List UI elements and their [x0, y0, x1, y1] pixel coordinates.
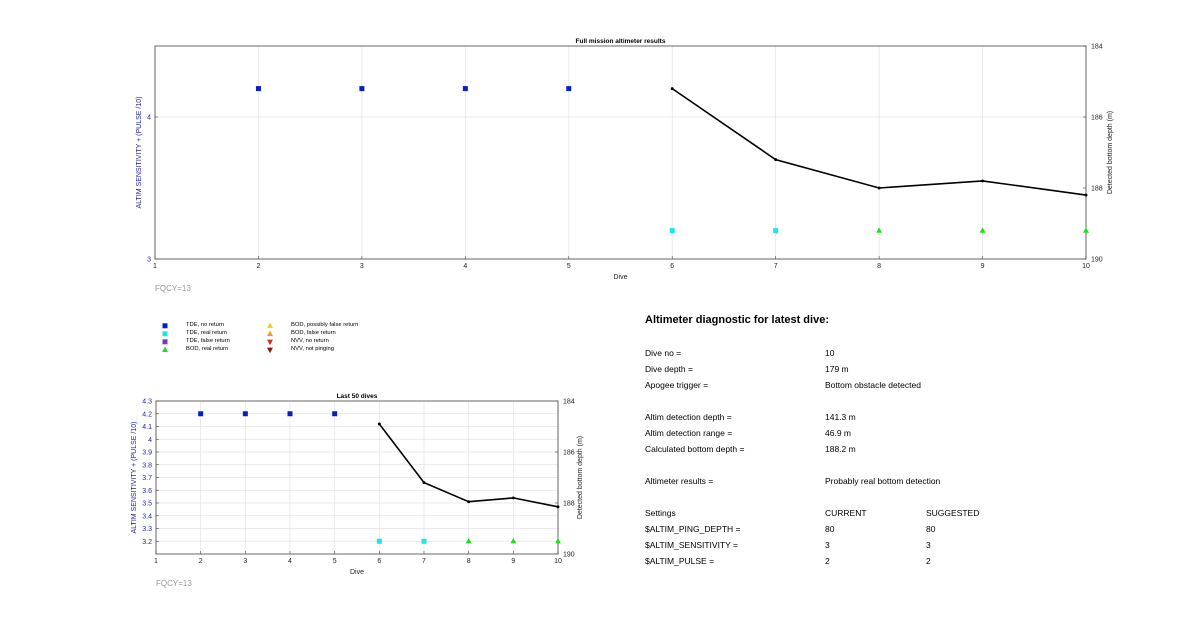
y-right-axis-label: Detected bottom depth (m) [1107, 110, 1114, 195]
ping-depth-current: 80 [825, 524, 835, 534]
bod-real-return-marker [466, 538, 472, 544]
plot-frame [155, 46, 1086, 259]
fqcy-note: FQCY=13 [155, 284, 191, 293]
square-legend-icon [163, 339, 168, 344]
bottom-depth-point [467, 500, 470, 503]
square-legend-icon [163, 323, 168, 328]
bottom-depth-point [671, 87, 674, 90]
detection-depth-label: Altim detection depth = [645, 412, 732, 422]
y-right-tick-label: 186 [563, 449, 575, 457]
x-tick-label: 2 [198, 558, 203, 565]
y-right-tick-label: 184 [1091, 43, 1103, 51]
x-tick-label: 6 [377, 558, 382, 565]
apogee-value: Bottom obstacle detected [825, 380, 921, 390]
tde-no-return-marker [332, 411, 337, 416]
bottom-depth-point [512, 496, 515, 499]
calculated-depth-row [645, 444, 1165, 460]
bottom-depth-point [423, 481, 426, 484]
tde-no-return-marker [566, 86, 571, 91]
bod-real-return-marker [1083, 227, 1089, 233]
x-tick-label: 1 [153, 263, 157, 270]
x-tick-label: 9 [980, 263, 985, 270]
settings-label: Settings [645, 508, 676, 518]
y-left-axis-label: ALTIM SENSITIVITY + (PULSE /10) [131, 421, 138, 534]
tde-no-return-marker [198, 411, 203, 416]
diagnostic-title: Altimeter diagnostic for latest dive: [645, 314, 829, 326]
y-right-tick-label: 184 [563, 398, 575, 406]
tde-no-return-marker [243, 411, 248, 416]
pulse-row [645, 556, 1165, 572]
altimeter-results-value: Probably real bottom detection [825, 476, 941, 486]
legend-label: NVV, no return [291, 338, 329, 344]
legend-label: BOD, false return [291, 330, 336, 336]
y-right-tick-label: 188 [1091, 185, 1103, 193]
tde-no-return-marker [256, 86, 261, 91]
pulse-current: 2 [825, 556, 830, 566]
y-right-tick-label: 188 [563, 500, 575, 508]
legend-marker [160, 338, 170, 346]
bottom-depth-point [981, 179, 984, 182]
detection-range-row [645, 428, 1165, 444]
bottom-depth-point [557, 505, 560, 508]
y-left-tick-label: 3.4 [142, 513, 152, 521]
x-tick-label: 7 [422, 558, 426, 565]
x-tick-label: 4 [463, 263, 468, 270]
y-right-tick-label: 186 [1091, 114, 1103, 122]
x-axis-label: Dive [349, 569, 365, 576]
suggested-header: SUGGESTED [926, 508, 980, 518]
ping-depth-suggested: 80 [926, 524, 936, 534]
dive-no-value: 10 [825, 348, 835, 358]
y-left-tick-label: 3.5 [142, 500, 152, 508]
y-right-tick-label: 190 [1091, 256, 1103, 264]
ping-depth-label: $ALTIM_PING_DEPTH = [645, 524, 741, 534]
y-right-tick-label: 190 [563, 551, 575, 559]
legend-marker [265, 330, 275, 338]
x-tick-label: 8 [466, 558, 471, 565]
last-50-dives-chart [0, 352, 620, 622]
legend-label: BOD, possibly false return [291, 322, 359, 328]
tde-no-return-marker [463, 86, 468, 91]
ping-depth-row [645, 524, 1165, 540]
detection-depth-row [645, 412, 1165, 428]
y-left-tick-label: 4 [147, 114, 151, 122]
pulse-label: $ALTIM_PULSE = [645, 556, 715, 566]
legend-label: BOD, real return [186, 346, 229, 352]
y-left-tick-label: 3 [147, 256, 151, 264]
x-tick-label: 10 [1082, 263, 1090, 270]
triangle-down-legend-icon [267, 340, 273, 346]
x-axis-label: Dive [613, 274, 628, 281]
y-left-tick-label: 4 [148, 436, 152, 444]
x-tick-label: 2 [256, 263, 261, 270]
y-left-tick-label: 4.3 [142, 398, 152, 406]
detection-depth-value: 141.3 m [825, 412, 856, 422]
tde-real-return-marker [377, 539, 382, 544]
tde-real-return-marker [670, 228, 675, 233]
y-left-tick-label: 3.6 [142, 487, 152, 495]
detection-range-label: Altim detection range = [645, 428, 733, 438]
settings-header-row [645, 508, 1165, 524]
x-tick-label: 5 [332, 558, 337, 565]
y-left-tick-label: 3.3 [142, 526, 152, 533]
chart-title: Last 50 dives [336, 393, 378, 400]
fqcy-note: FQCY=13 [156, 579, 192, 588]
legend-label: TDE, real return [186, 330, 228, 336]
triangle-up-legend-icon [267, 330, 273, 336]
y-left-tick-label: 3.7 [142, 475, 152, 482]
calculated-depth-label: Calculated bottom depth = [645, 444, 745, 454]
y-left-tick-label: 4.1 [142, 424, 152, 431]
tde-no-return-marker [359, 86, 364, 91]
legend-label: NVV, not pinging [291, 346, 334, 352]
tde-real-return-marker [422, 539, 427, 544]
x-tick-label: 6 [670, 263, 675, 270]
sensitivity-label: $ALTIM_SENSITIVITY = [645, 540, 738, 550]
dive-depth-row [645, 364, 1165, 380]
calculated-depth-value: 188.2 m [825, 444, 856, 454]
bod-real-return-marker [510, 538, 516, 544]
x-tick-label: 4 [288, 558, 292, 565]
altimeter-diagnostic-panel [645, 314, 1165, 572]
apogee-row [645, 380, 1165, 396]
bottom-depth-point [878, 187, 881, 190]
x-tick-label: 3 [359, 263, 364, 270]
x-tick-label: 8 [877, 263, 882, 270]
y-left-axis-label: ALTIM SENSITIVITY + (PULSE /10) [136, 96, 143, 209]
x-tick-label: 7 [773, 263, 778, 270]
sensitivity-current: 3 [825, 540, 830, 550]
y-left-tick-label: 3.2 [142, 538, 152, 546]
bottom-depth-point [378, 423, 381, 426]
legend-label: TDE, false return [186, 338, 230, 344]
x-tick-label: 1 [154, 558, 158, 565]
legend-marker [265, 322, 275, 330]
dive-depth-value: 179 m [825, 364, 849, 374]
altimeter-results-label: Altimeter results = [645, 476, 714, 486]
dive-depth-label: Dive depth = [645, 364, 693, 374]
y-left-tick-label: 3.8 [142, 462, 152, 470]
bod-real-return-marker [980, 227, 986, 233]
y-left-tick-label: 4.2 [142, 411, 152, 419]
legend-marker [265, 338, 275, 346]
sensitivity-suggested: 3 [926, 540, 931, 550]
dive-no-row [645, 348, 1165, 364]
bottom-depth-point [1085, 194, 1088, 197]
y-left-tick-label: 3.9 [142, 449, 152, 457]
chart-title: Full mission altimeter results [575, 38, 666, 45]
tde-no-return-marker [288, 411, 293, 416]
bottom-depth-point [774, 158, 777, 161]
bod-real-return-marker [876, 227, 882, 233]
bod-real-return-marker [555, 538, 561, 544]
legend-marker [160, 322, 170, 330]
detection-range-value: 46.9 m [825, 428, 851, 438]
x-tick-label: 9 [511, 558, 516, 565]
x-tick-label: 3 [243, 558, 248, 565]
tde-real-return-marker [773, 228, 778, 233]
sensitivity-row [645, 540, 1165, 556]
x-tick-label: 5 [566, 263, 571, 270]
dive-no-label: Dive no = [645, 348, 682, 358]
current-header: CURRENT [825, 508, 867, 518]
full-mission-chart [0, 0, 1200, 300]
y-right-axis-label: Detected bottom depth (m) [577, 435, 584, 520]
apogee-label: Apogee trigger = [645, 380, 709, 390]
triangle-up-legend-icon [267, 322, 273, 328]
legend-marker [160, 330, 170, 338]
x-tick-label: 10 [554, 558, 562, 565]
legend-label: TDE, no return [186, 322, 225, 328]
altimeter-results-row [645, 476, 1165, 492]
square-legend-icon [163, 331, 168, 336]
pulse-suggested: 2 [926, 556, 931, 566]
